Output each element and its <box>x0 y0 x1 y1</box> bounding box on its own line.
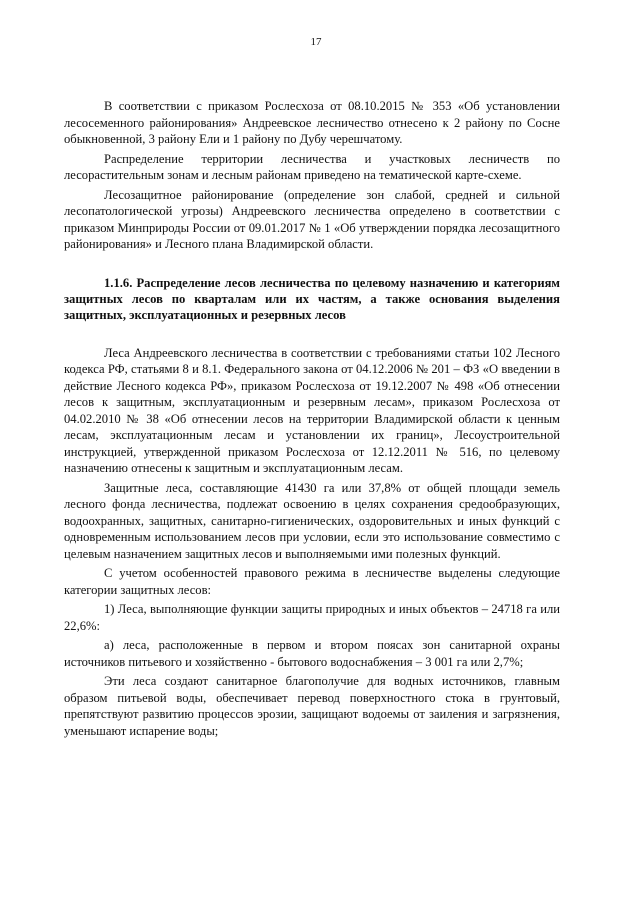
paragraph-category-1: 1) Леса, выполняющие функции защиты природных и иных объектов – 24718 га или 22,6%: <box>64 602 560 633</box>
paragraph-water-sources: Эти леса создают санитарное благополучие для водных источников, главным образом питьевой воды, обеспечивает перевод поверхностного стока в грунтовый, препятствуют развитию процессов эрозии, защищают водоемы от заиления и загрязнения, уменьшают испарение воды; <box>64 674 560 738</box>
page-number: 17 <box>310 36 322 48</box>
paragraph-forest-protection-zoning: Лесозащитное районирование (определение зон слабой, средней и сильной лесопатологической угрозы) Андреевского лесничества определено в соответствии с приказом Минприроды России от 09.01.2017 № 1 «Об утверждении порядка лесозащитного районирования» и Лесного плана Владимирской области. <box>64 187 560 251</box>
section-heading: 1.1.6. Распределение лесов лесничества по целевому назначению и категориям защитных лесов по кварталам или их частям, а также основания выделения защитных, эксплуатационных и резервных лесов <box>64 275 560 322</box>
paragraph-category-1a: а) леса, расположенные в первом и втором поясах зон санитарной охраны источников питьевого и хозяйственно - бытового водоснабжения – 3 001 га или 2,7%; <box>64 638 560 669</box>
paragraph-categories-intro: С учетом особенностей правового режима в лесничестве выделены следующие категории защитных лесов: <box>64 566 560 597</box>
paragraph-protective-forests: Защитные леса, составляющие 41430 га или 37,8% от общей площади земель лесного фонда лесничества, подлежат освоению в целях сохранения средообразующих, водоохранных, защитных, санитарно-гигиенических, оздоровительных и иных функций с одновременным использованием лесов при условии, если это использование совместимо с целевым назначением защитных лесов и выполняемыми ими полезных функций. <box>64 480 560 561</box>
paragraph-legal-basis: Леса Андреевского лесничества в соответствии с требованиями статьи 102 Лесного кодекса РФ, статьями 8 и 8.1. Федерального закона от 04.12.2006 № 201 – ФЗ «О введении в действие Лесного кодекса РФ», приказом Рослесхоза от 19.12.2007 № 498 «Об отнесении лесов к защитным, эксплуатационным и резервным лесам», приказом Рослесхоза от 04.02.2010 № 38 «Об отнесении лесов на территории Владимирской области к ценным лесам, эксплуатационным лесам и установлении их границ», Лесоустроительной инструкцией, утвержденной приказом Рослесхоза от 12.12.2011 № 516, по целевому назначению отнесены к защитным и эксплуатационным лесам. <box>64 345 560 475</box>
paragraph-seed-zoning: В соответствии с приказом Рослесхоза от 08.10.2015 № 353 «Об установлении лесосеменного районирования» Андреевское лесничество отнесено к 2 району по Сосне обыкновенной, 3 району Ели и 1 району по Дубу черешчатому. <box>64 99 560 146</box>
document-body <box>64 98 560 742</box>
paragraph-forest-zones: Распределение территории лесничества и участковых лесничеств по лесорастительным зонам и лесным районам приведено на тематической карте-схеме. <box>64 151 560 182</box>
